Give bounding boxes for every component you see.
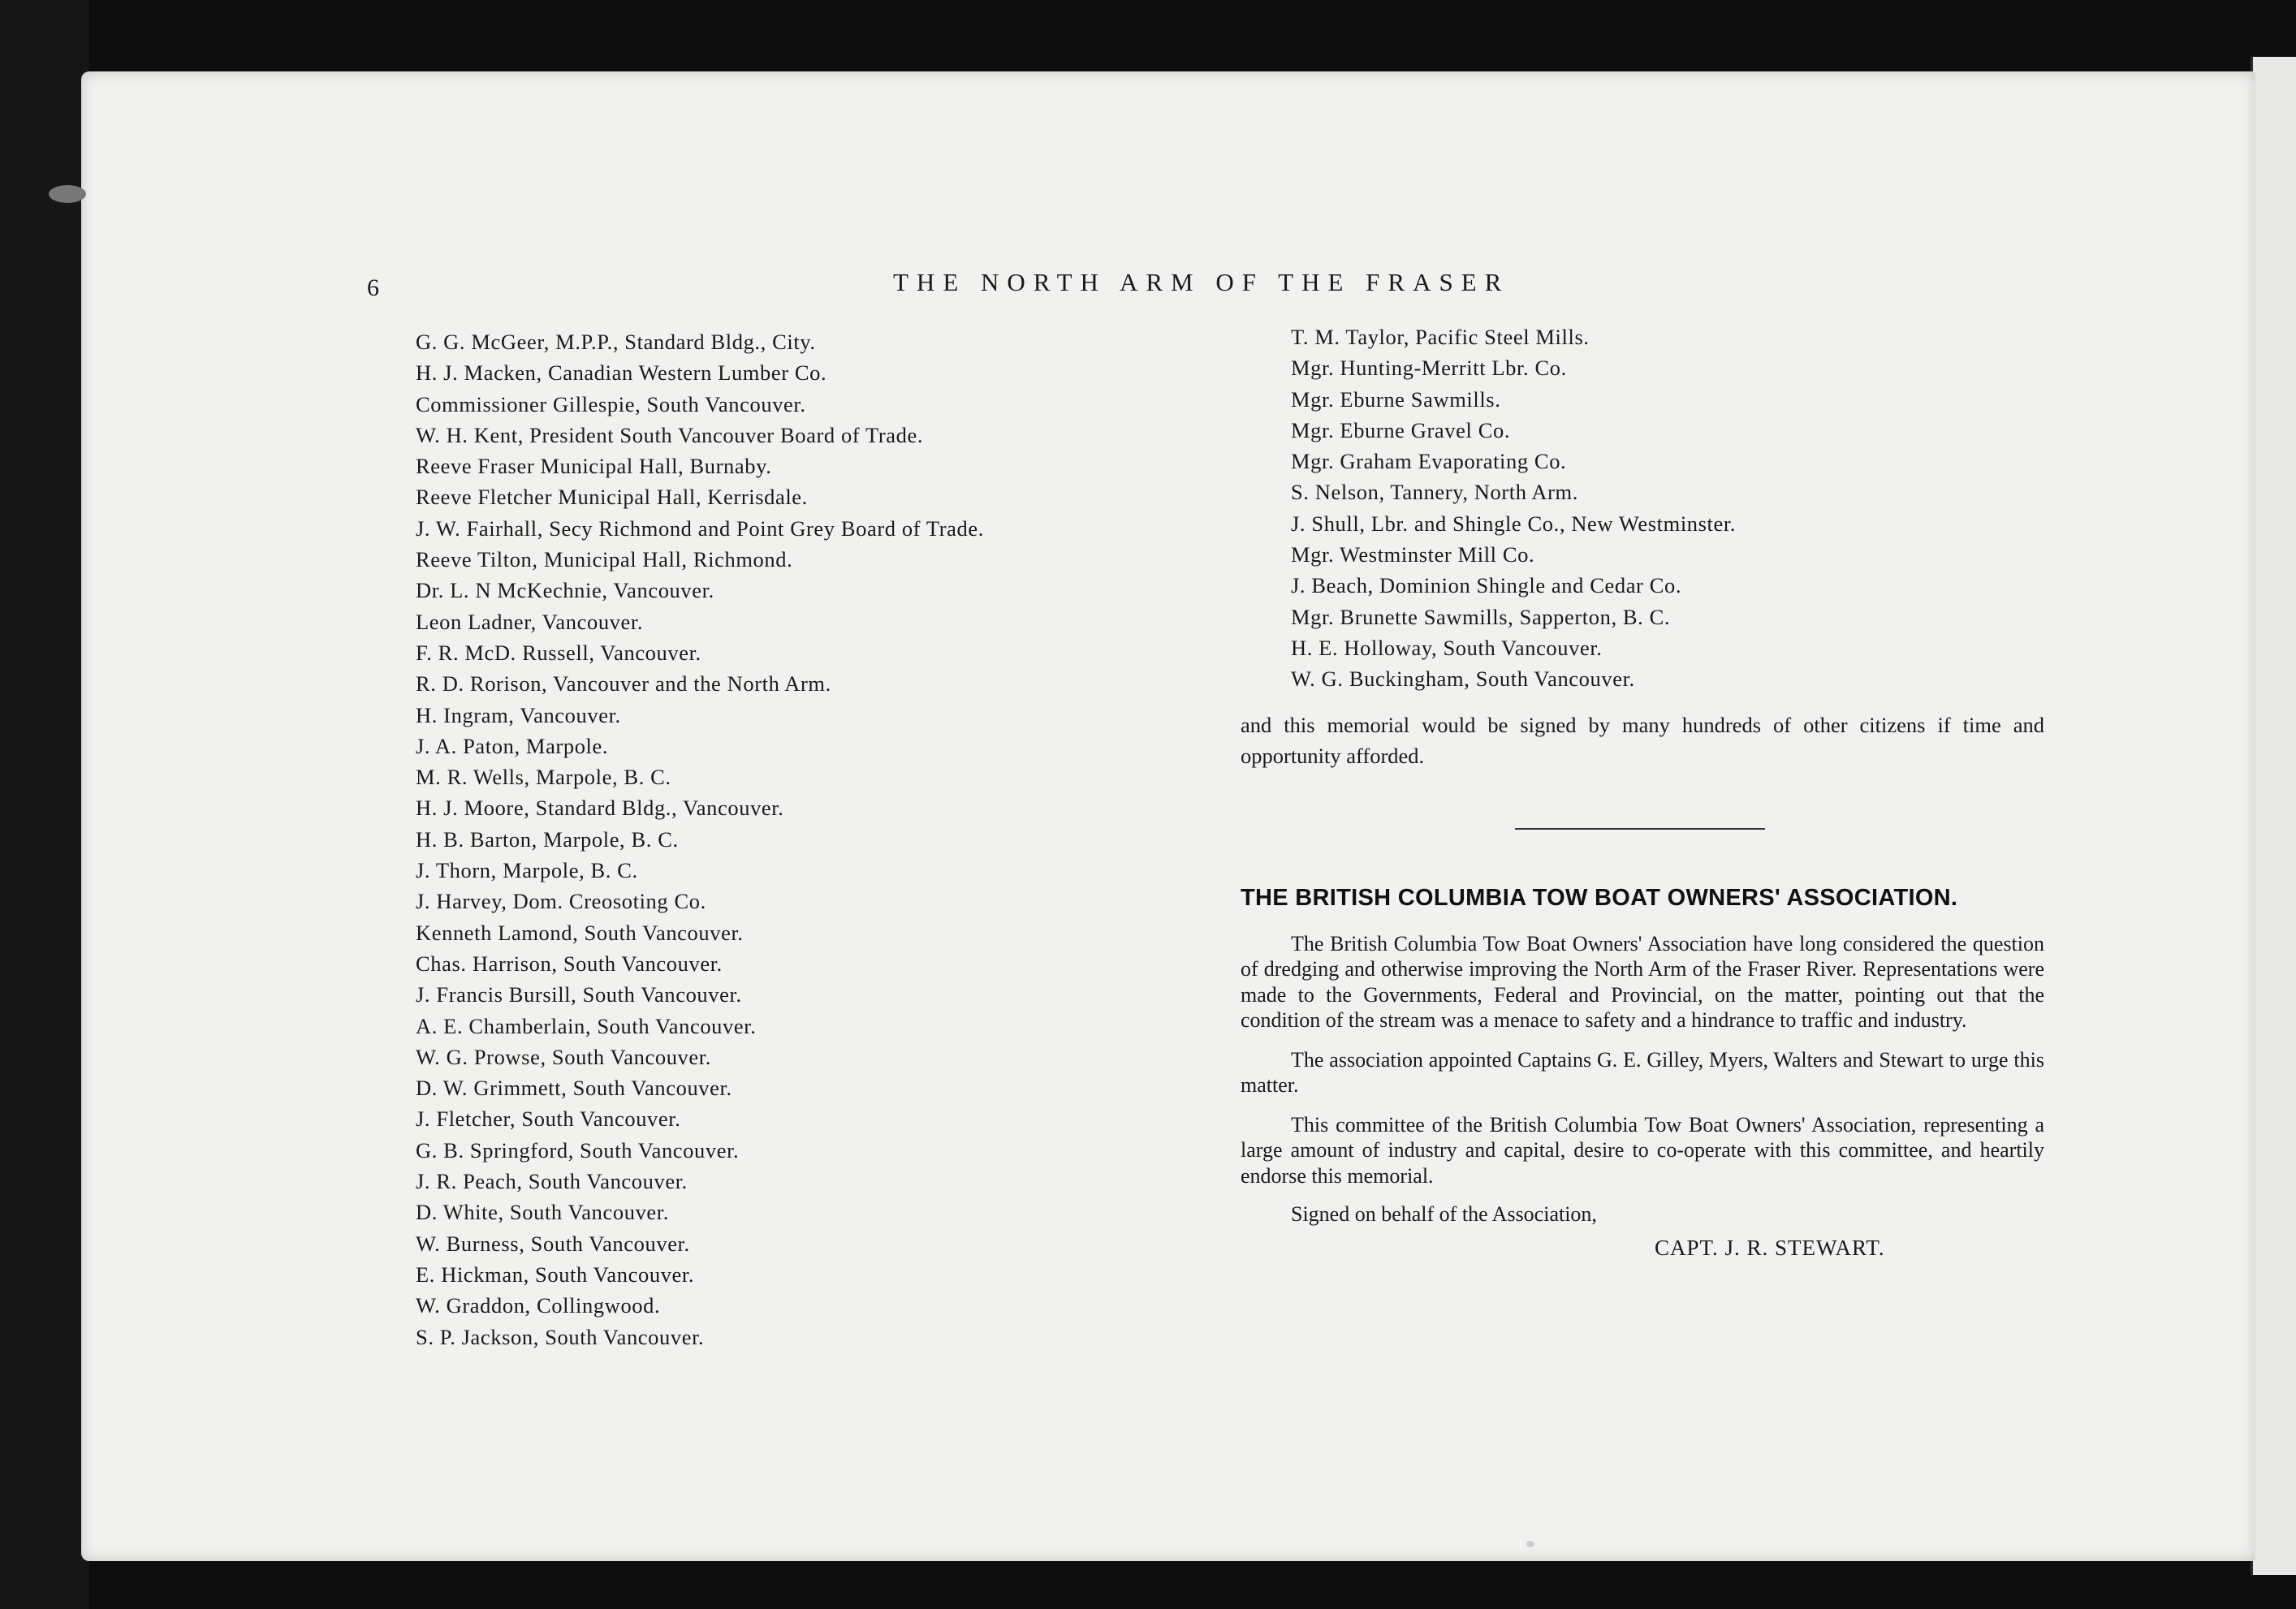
signatory-line: H. J. Moore, Standard Bldg., Vancouver.	[416, 796, 784, 821]
signatory-line: Dr. L. N McKechnie, Vancouver.	[416, 578, 714, 603]
signatory-line: Kenneth Lamond, South Vancouver.	[416, 920, 744, 945]
signatory-line: Mgr. Eburne Gravel Co.	[1291, 417, 1511, 442]
signatory-line: H. J. Macken, Canadian Western Lumber Co.	[416, 360, 827, 386]
signatory-line: Mgr. Eburne Sawmills.	[1291, 386, 1501, 412]
facing-page-edge	[2251, 57, 2296, 1575]
signatory-line: Reeve Tilton, Municipal Hall, Richmond.	[416, 547, 793, 572]
signatory-line: Reeve Fletcher Municipal Hall, Kerrisdale.	[416, 485, 808, 510]
signatory-line: A. E. Chamberlain, South Vancouver.	[416, 1013, 757, 1038]
association-paragraph: This committee of the British Columbia Tow Boat Owners' Association, representing a large amount of industry and capital, desire to co-operate with this committee, and heartily endorse this memorial.	[1241, 1112, 2044, 1188]
right-column	[1241, 321, 2044, 1261]
association-statement	[1241, 931, 2044, 1189]
signatory-line: Chas. Harrison, South Vancouver.	[416, 951, 723, 976]
association-paragraph: The British Columbia Tow Boat Owners' Association have long considered the question of dredging and otherwise improving the North Arm of the Fraser River. Representations were made to the Governments, Federal and Provincial, on the matter, pointing out that the condition of the stream was a menace to safety and a hindrance to traffic and industry.	[1241, 931, 2044, 1033]
signatory-line: T. M. Taylor, Pacific Steel Mills.	[1291, 325, 1590, 349]
signatory-line: J. Thorn, Marpole, B. C.	[416, 858, 638, 883]
signatory-line: J. R. Peach, South Vancouver.	[416, 1169, 688, 1194]
signatory-line: J. Shull, Lbr. and Shingle Co., New Westminster.	[1291, 511, 1737, 536]
association-paragraph: The association appointed Captains G. E. Gilley, Myers, Walters and Stewart to urge this matter.	[1241, 1047, 2044, 1098]
signatory-line: W. G. Buckingham, South Vancouver.	[1291, 666, 1635, 692]
signatory-line: H. Ingram, Vancouver.	[416, 702, 621, 727]
scan-speck	[1526, 1541, 1534, 1547]
signed-line: Signed on behalf of the Association,	[1291, 1202, 1597, 1227]
signatory-line: Mgr. Westminster Mill Co.	[1291, 542, 1535, 567]
signatory-line: W. Burness, South Vancouver.	[416, 1231, 690, 1256]
signatory-line: Leon Ladner, Vancouver.	[416, 609, 644, 634]
signatories-right-list	[1241, 321, 2044, 695]
signatory-line: W. Graddon, Collingwood.	[416, 1293, 661, 1318]
signature: CAPT. J. R. STEWART.	[1655, 1236, 1885, 1261]
signatory-line: Mgr. Hunting-Merritt Lbr. Co.	[1291, 356, 1567, 381]
signatory-line: J. Harvey, Dom. Creosoting Co.	[416, 889, 706, 914]
signatory-line: Reeve Fraser Municipal Hall, Burnaby.	[416, 454, 772, 479]
section-divider	[1515, 828, 1765, 830]
scan-blemish	[49, 185, 86, 203]
signatory-line: W. H. Kent, President South Vancouver Board of Trade.	[416, 422, 924, 447]
signatory-line: D. White, South Vancouver.	[416, 1200, 669, 1225]
signatory-line: D. W. Grimmett, South Vancouver.	[416, 1076, 732, 1101]
signatory-line: J. A. Paton, Marpole.	[416, 733, 609, 758]
association-heading: THE BRITISH COLUMBIA TOW BOAT OWNERS' ASSOCIATION.	[1241, 884, 1958, 911]
signatory-line: W. G. Prowse, South Vancouver.	[416, 1044, 711, 1069]
running-head: THE NORTH ARM OF THE FRASER	[893, 268, 1510, 296]
scan-border-left	[0, 0, 89, 1609]
signatory-line: M. R. Wells, Marpole, B. C.	[416, 765, 671, 790]
signatories-left-column	[416, 326, 1228, 1352]
signatory-line: H. E. Holloway, South Vancouver.	[1291, 635, 1603, 660]
page-number: 6	[367, 274, 379, 301]
signatory-line: G. G. McGeer, M.P.P., Standard Bldg., City.	[416, 330, 816, 354]
signatory-line: Commissioner Gillespie, South Vancouver.	[416, 391, 806, 416]
signatory-line: E. Hickman, South Vancouver.	[416, 1262, 695, 1287]
closing-paragraph: and this memorial would be signed by many hundreds of other citizens if time and opportunity afforded.	[1241, 712, 2044, 768]
signatory-line: Mgr. Brunette Sawmills, Sapperton, B. C.	[1291, 604, 1671, 629]
signatory-line: F. R. McD. Russell, Vancouver.	[416, 640, 701, 665]
signatory-line: J. Francis Bursill, South Vancouver.	[416, 982, 742, 1007]
signatory-line: J. Beach, Dominion Shingle and Cedar Co.	[1291, 573, 1682, 598]
signatory-line: S. Nelson, Tannery, North Arm.	[1291, 480, 1578, 505]
signatory-line: R. D. Rorison, Vancouver and the North Arm.	[416, 671, 831, 697]
signatory-line: G. B. Springford, South Vancouver.	[416, 1137, 740, 1163]
signatory-line: Mgr. Graham Evaporating Co.	[1291, 449, 1567, 474]
signatory-line: J. W. Fairhall, Secy Richmond and Point Grey Board of Trade.	[416, 515, 984, 541]
signatory-line: S. P. Jackson, South Vancouver.	[416, 1324, 705, 1349]
signatory-line: J. Fletcher, South Vancouver.	[416, 1106, 681, 1132]
signatory-line: H. B. Barton, Marpole, B. C.	[416, 826, 679, 852]
